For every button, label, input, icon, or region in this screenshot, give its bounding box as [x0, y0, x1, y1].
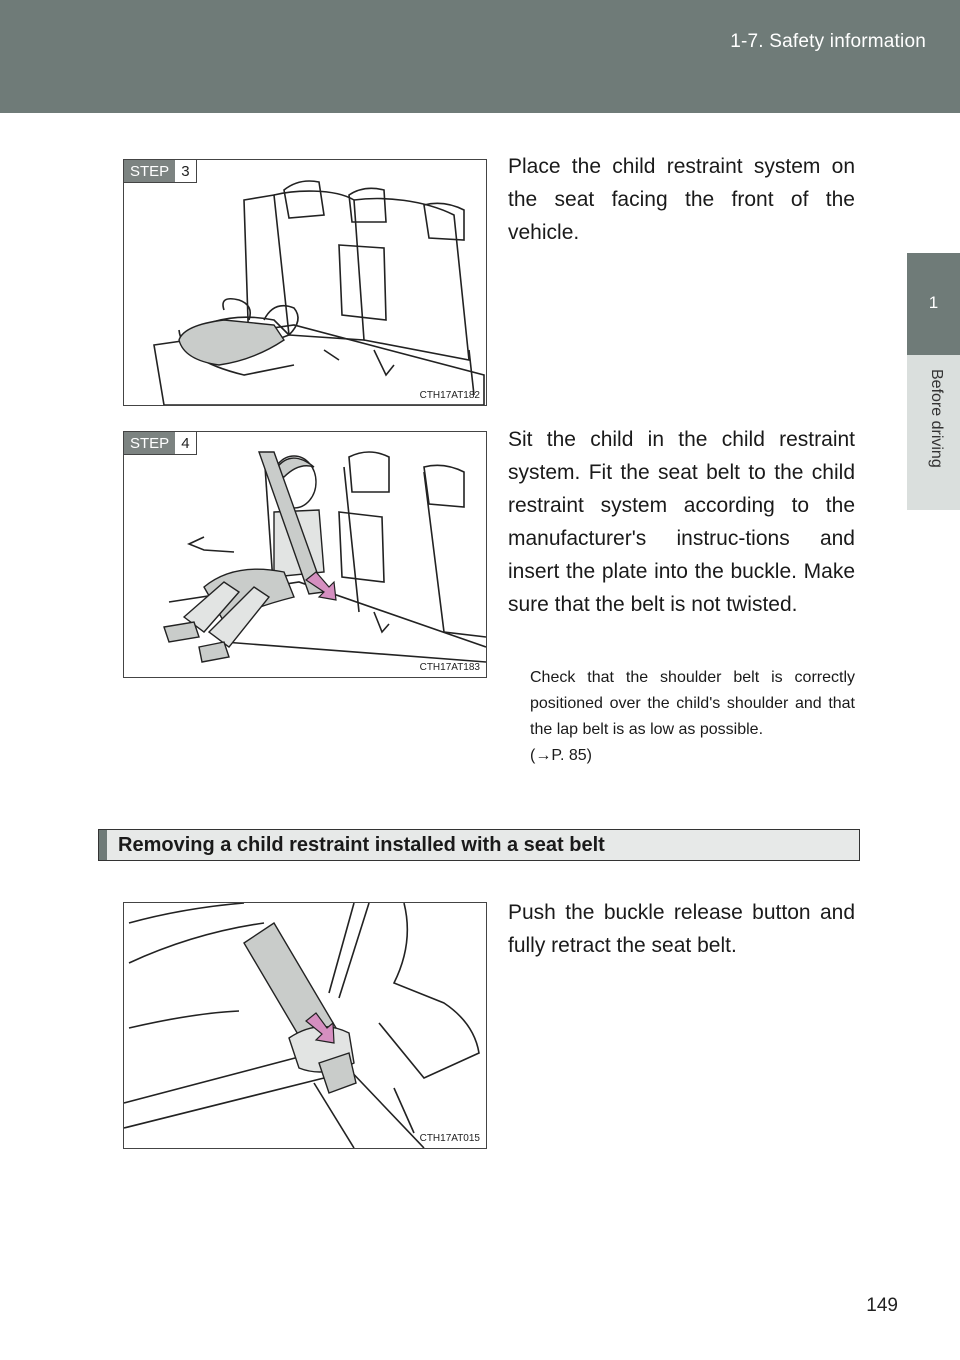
section-heading — [98, 829, 860, 861]
buckle-release-drawing — [124, 903, 486, 1148]
step-label: STEP — [124, 432, 175, 454]
booster-seat-drawing — [124, 160, 486, 405]
section-heading-title: Removing a child restraint installed with a seat belt — [118, 834, 605, 856]
step-3-illustration — [123, 159, 487, 406]
step-badge — [124, 160, 197, 183]
chapter-label-tab — [907, 355, 960, 510]
step-label: STEP — [124, 160, 175, 182]
section-title: 1-7. Safety information — [730, 31, 926, 52]
figure-code: CTH17AT015 — [419, 1133, 480, 1144]
step-4-text: Sit the child in the child restraint system. Fit the seat belt to the child restraint system according to the manufacturer's instruc-tions and insert the plate into the buckle. Make sure that the belt is not twisted. — [508, 428, 855, 616]
page-reference: (→P. 85) — [530, 747, 592, 764]
figure-code: CTH17AT182 — [419, 390, 480, 401]
figure-code: CTH17AT183 — [419, 662, 480, 673]
step-badge — [124, 432, 197, 455]
chapter-number: 1 — [928, 293, 939, 312]
step-number: 3 — [175, 160, 195, 182]
step-4-note — [530, 665, 855, 769]
child-seated-drawing — [124, 432, 486, 677]
page-header — [0, 0, 960, 113]
step-3-text: Place the child restraint system on the seat facing the front of the vehicle. — [508, 155, 855, 244]
chapter-tab[interactable] — [907, 253, 960, 355]
page-number: 149 — [866, 1295, 898, 1316]
heading-accent-bar — [99, 830, 107, 860]
step-4-illustration — [123, 431, 487, 678]
section-text: Push the buckle release button and fully retract the seat belt. — [508, 901, 855, 957]
note-body: Check that the shoulder belt is correctly positioned over the child's shoulder and that the lap belt is as low as possible. — [530, 669, 855, 738]
buckle-release-illustration — [123, 902, 487, 1149]
step-number: 4 — [175, 432, 195, 454]
chapter-label: Before driving — [928, 369, 945, 468]
